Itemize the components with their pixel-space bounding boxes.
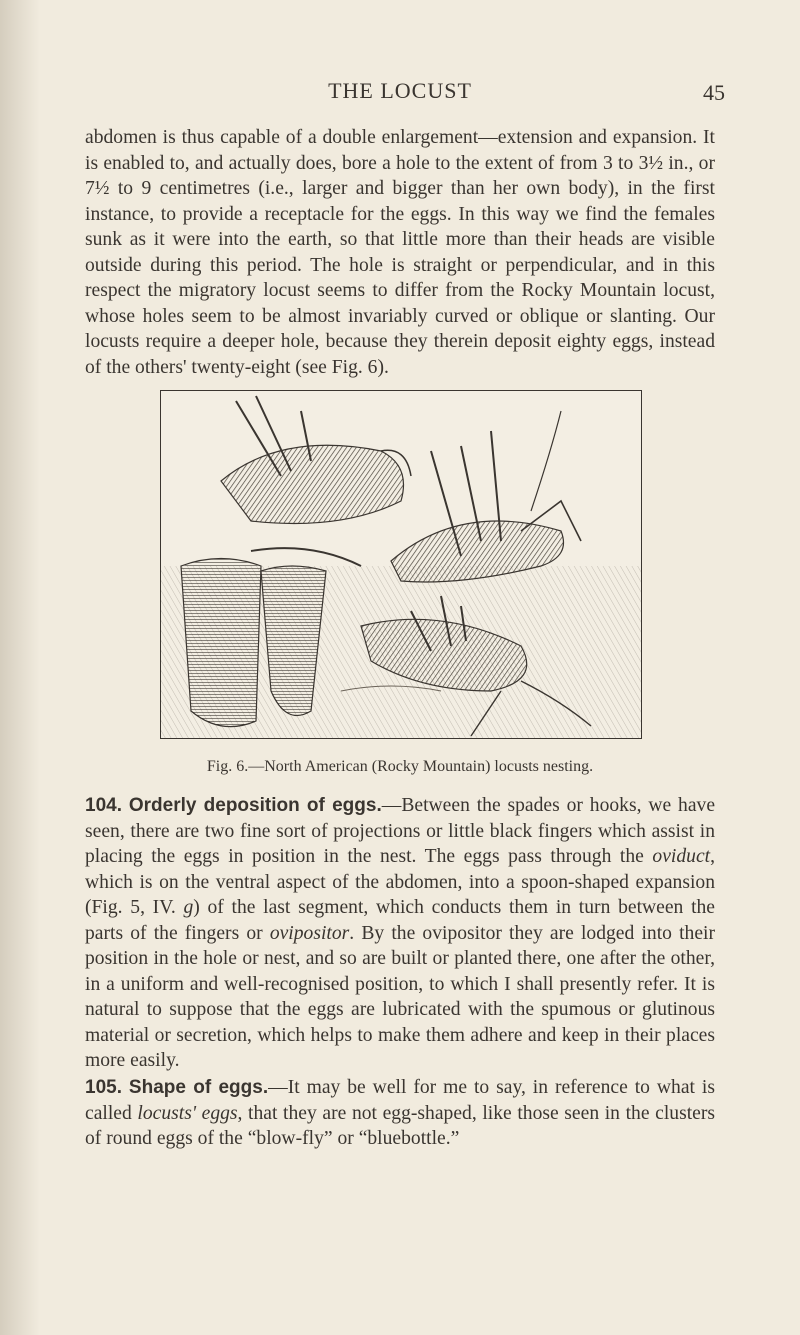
section-104-text-b: , which is on the ventral aspect of the abdomen, into a spoon-shaped expansion (Fig. 5, IV. (85, 846, 715, 918)
paragraph-section-104 (85, 793, 715, 1074)
section-105-text-a: —It may be well for me to say, in reference to what is called (85, 1077, 715, 1124)
figure-caption: Fig. 6.—North American (Rocky Mountain) locusts nesting. (206, 758, 594, 775)
label-g: g (183, 897, 194, 918)
section-104-number: 104. (85, 795, 122, 816)
section-104-text-d: . By the ovipositor they are lodged into their position in the hole or nest, and so are built or planted there, one after the other, in a uniform and well-recognised position, to which I shall presently refer. It is natural to suppose that the eggs are lubricated with the spumous or glutinous material or secretion, which helps to make them adhere and keep in their places more easily. (85, 922, 715, 1071)
page-number: 45 (703, 80, 725, 105)
figure-locusts-nesting (160, 390, 642, 739)
paragraph-section-105 (85, 1075, 715, 1152)
section-104-title: Orderly deposition of eggs. (128, 795, 382, 816)
locust-engraving-illustration (161, 391, 641, 738)
section-104-text-a: —Between the spades or hooks, we have seen, there are two fine sort of projections or little black fingers which assist in placing the eggs in position in the nest. The eggs pass through the (85, 795, 716, 867)
section-105-number: 105. (85, 1077, 122, 1098)
running-title: THE LOCUST (328, 78, 472, 103)
term-locusts-eggs: locusts' eggs (137, 1102, 238, 1124)
section-105-text-b: , that they are not egg-shaped, like those seen in the clusters of round eggs of the “blow-fly” or “bluebottle.” (85, 1102, 715, 1149)
paragraph-abdomen: abdomen is thus capable of a double enlargement—extension and expansion. It is enabled to, and actually does, bore a hole to the extent of from 3 to 3½ in., or 7½ to 9 centimetres (i.e., larger and bigger than her own body), in the first instance, to provide a receptacle for the eggs. In this way we find the females sunk as it were into the earth, so that little more than their heads are visible outside during this period. The hole is straight or perpendicular, and in this respect the migratory locust seems to differ from the Rocky Mountain locust, whose holes seem to be almost invariably curved or oblique or slanting. Our locusts require a deeper hole, because they therein deposit eighty eggs, instead of the others' twenty-eight (see Fig. 6). (85, 127, 715, 378)
section-104-text-c: ) of the last segment, which conducts them in turn between the parts of the fingers or (85, 897, 716, 944)
term-ovipositor: ovipositor (269, 922, 350, 944)
section-105-title: Shape of eggs. (128, 1077, 269, 1098)
page-edge-shadow (0, 0, 40, 1335)
term-oviduct: oviduct (652, 846, 711, 867)
